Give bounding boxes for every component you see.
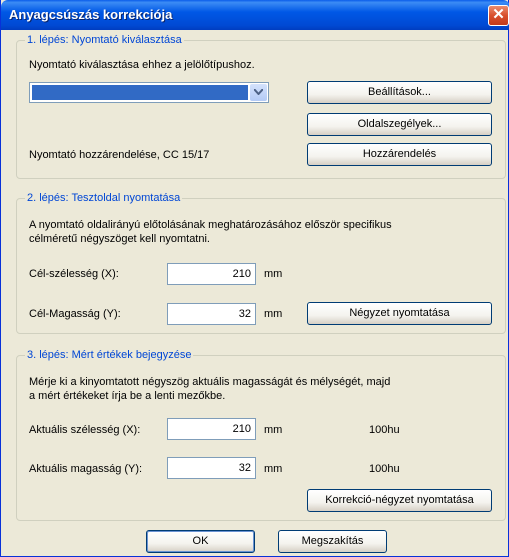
actual-height-unit: mm [264, 463, 283, 475]
actual-height-field[interactable] [167, 457, 256, 479]
step2-legend: 2. lépés: Tesztoldal nyomtatása [27, 192, 181, 204]
target-height-field[interactable] [167, 303, 256, 325]
cancel-button[interactable]: Megszakítás [278, 530, 387, 553]
actual-width-label: Aktuális szélesség (X): [29, 424, 141, 436]
printer-select[interactable] [29, 82, 269, 103]
ok-button[interactable]: OK [146, 530, 255, 553]
printer-select-value [32, 85, 248, 100]
chevron-down-icon[interactable] [250, 84, 267, 101]
actual-width-field[interactable] [167, 418, 256, 440]
target-width-unit: mm [264, 268, 283, 280]
window-title: Anyagcsúszás korrekciója [9, 7, 173, 22]
step1-instruction: Nyomtató kiválasztása ehhez a jelölőtípushoz. [29, 59, 255, 71]
settings-button[interactable]: Beállítások... [307, 81, 492, 104]
print-correction-square-button[interactable]: Korrekció-négyzet nyomtatása [307, 489, 492, 512]
step3-legend: 3. lépés: Mért értékek bejegyzése [27, 349, 192, 361]
target-width-field[interactable] [167, 263, 256, 285]
step2-description-line1: A nyomtató oldalirányú előtolásának meghatározásához először specifikus [29, 219, 392, 231]
actual-width-hu: 100hu [369, 424, 400, 436]
close-icon: ✕ [492, 6, 505, 23]
margins-button[interactable]: Oldalszegélyek... [307, 113, 492, 136]
actual-width-unit: mm [264, 424, 283, 436]
printer-assignment-label: Nyomtató hozzárendelése, CC 15/17 [29, 149, 210, 161]
step1-legend: 1. lépés: Nyomtató kiválasztása [27, 34, 182, 46]
step2-description-line2: célméretű négyszöget kell nyomtatni. [29, 233, 210, 245]
target-width-label: Cél-szélesség (X): [29, 268, 119, 280]
print-square-button[interactable]: Négyzet nyomtatása [307, 302, 492, 325]
target-height-label: Cél-Magasság (Y): [29, 308, 121, 320]
close-button[interactable] [488, 5, 509, 26]
step3-description-line2: a mért értékeket írja be a lenti mezőkbe. [29, 390, 226, 402]
target-height-unit: mm [264, 308, 283, 320]
assign-button[interactable]: Hozzárendelés [307, 143, 492, 166]
actual-height-label: Aktuális magasság (Y): [29, 463, 143, 475]
actual-height-hu: 100hu [369, 463, 400, 475]
step3-description-line1: Mérje ki a kinyomtatott négyszög aktuális magasságát és mélységét, majd [29, 376, 391, 388]
title-bar[interactable] [1, 0, 509, 30]
